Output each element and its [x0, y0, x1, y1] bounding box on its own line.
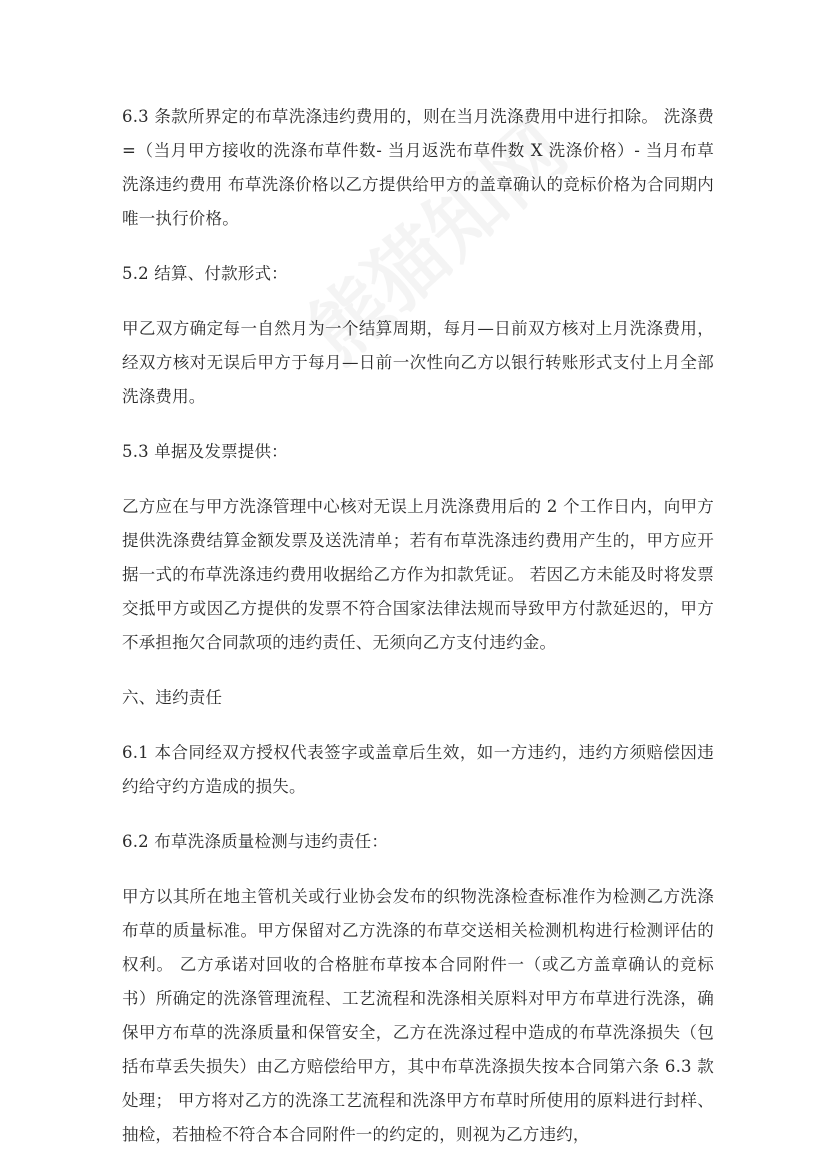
document-body [122, 100, 714, 1173]
section-heading-quality: 6.2 布草洗涤质量检测与违约责任： [122, 832, 389, 851]
section-heading-settlement: 5.2 结算、付款形式： [122, 264, 288, 283]
paragraph-liability-6-1: 6.1 本合同经双方授权代表签字或盖章后生效，如一方违约，违约方须赔偿因违约给守约方造成的损失。 [122, 743, 714, 796]
paragraph-invoice: 乙方应在与甲方洗涤管理中心核对无误上月洗涤费用后的 2 个工作日内，向甲方提供洗涤费结算金额发票及送洗清单；若有布草洗涤违约费用产生的，甲方应开据一式的布草洗涤违约费用收据给乙方作为扣款凭证。 若因乙方未能及时将发票交抵甲方或因乙方提供的发票不符合国家法律法规而导致甲方付款延迟的，甲方不承担拖欠合同款项的违约责任、无须向乙方支付违约金。 [122, 497, 714, 652]
paragraph-quality: 甲方以其所在地主管机关或行业协会发布的织物洗涤检查标准作为检测乙方洗涤布草的质量标准。甲方保留对乙方洗涤的布草交送相关检测机构进行检测评估的权利。 乙方承诺对回收的合格脏布草按本合同附件一（或乙方盖章确认的竞标书）所确定的洗涤管理流程、工艺流程和洗涤相关原料对甲方布草进行洗涤，确保甲方布草的洗涤质量和保管安全，乙方在洗涤过程中造成的布草洗涤损失（包括布草丢失损失）由乙方赔偿给甲方，其中布草洗涤损失按本合同第六条 6.3 款处理； 甲方将对乙方的洗涤工艺流程和洗涤甲方布草时所使用的原料进行封样、抽检，若抽检不符合本合同附件一的约定的，则视为乙方违约， [122, 887, 714, 1144]
paragraph-settlement: 甲乙双方确定每一自然月为一个结算周期，每月—日前双方核对上月洗涤费用，经双方核对无误后甲方于每月—日前一次性向乙方以银行转账形式支付上月全部洗涤费用。 [122, 319, 714, 406]
paragraph-deduction-clause: 6.3 条款所界定的布草洗涤违约费用的，则在当月洗涤费用中进行扣除。 洗涤费 =（当月甲方接收的洗涤布草件数- 当月返洗布草件数 X 洗涤价格）- 当月布草洗涤违约费用 布草洗涤价格以乙方提供给甲方的盖章确认的竞标价格为合同期内唯一执行价格。 [122, 107, 714, 228]
section-heading-liability: 六、违约责任 [122, 688, 223, 707]
section-heading-invoice: 5.3 单据及发票提供： [122, 442, 288, 461]
